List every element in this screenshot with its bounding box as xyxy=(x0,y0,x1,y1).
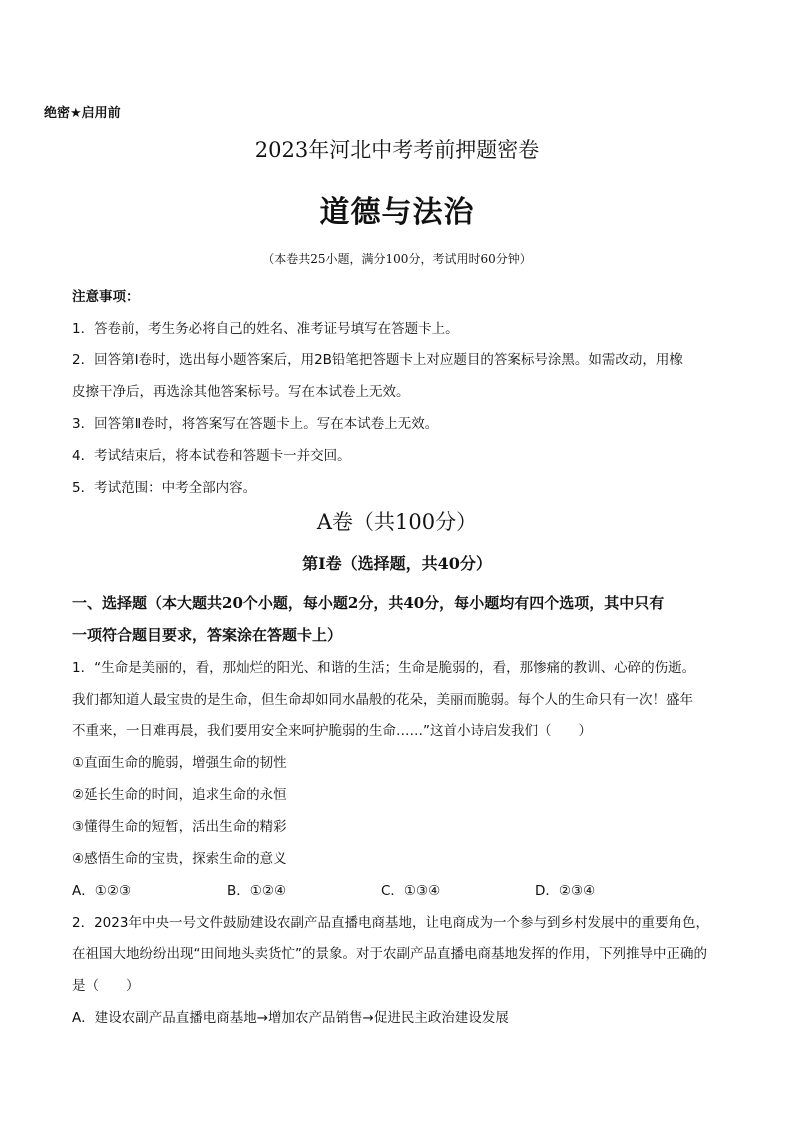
notice-item: 5．考试范围：中考全部内容。 xyxy=(72,480,257,496)
question1-option-c: C．①③④ xyxy=(381,883,441,899)
question2-option-a: A．建设农副产品直播电商基地→增加农产品销售→促进民主政治建设发展 xyxy=(72,1010,509,1026)
notice-item: 4．考试结束后，将本试卷和答题卡一并交回。 xyxy=(72,448,351,464)
question1-text: 1．“生命是美丽的，看，那灿烂的阳光、和谐的生活；生命是脆弱的，看，那惨痛的教训、心碎的伤逝。 xyxy=(72,660,696,676)
question1-text: 我们都知道人最宝贵的是生命，但生命却如同水晶般的花朵，美丽而脆弱。每个人的生命只有一次！盛年 xyxy=(72,692,693,708)
subject-title: 道德与法治 xyxy=(319,195,475,230)
question2-text: 是（ ） xyxy=(72,978,140,994)
notice-item: 1．答卷前，考生务必将自己的姓名、准考证号填写在答题卡上。 xyxy=(72,321,459,337)
secret-mark: 绝密★启用前 xyxy=(44,106,121,121)
exam-title: 2023年河北中考考前押题密卷 xyxy=(254,138,540,162)
exam-note: （本卷共25小题，满分100分，考试用时60分钟） xyxy=(262,252,532,266)
question1-statement: ②延长生命的时间，追求生命的永恒 xyxy=(72,787,287,803)
question1-statement: ①直面生命的脆弱，增强生命的韧性 xyxy=(72,755,287,771)
question1-statement: ③懂得生命的短暂，活出生命的精彩 xyxy=(72,819,287,835)
notice-heading: 注意事项： xyxy=(72,289,140,305)
question1-option-d: D．②③④ xyxy=(535,883,596,899)
question2-text: 在祖国大地纷纷出现“田间地头卖货忙”的景象。对于农副产品直播电商基地发挥的作用，下列推导中正确的 xyxy=(72,946,707,962)
question1-option-a: A．①②③ xyxy=(72,883,132,899)
question1-text: 不重来，一日难再晨，我们要用安全来呵护脆弱的生命……”这首小诗启发我们（ ） xyxy=(72,723,592,739)
section-one-heading: 一、选择题（本大题共20个小题，每小题2分，共40分，每小题均有四个选项，其中只有 xyxy=(72,594,665,612)
question1-option-b: B．①②④ xyxy=(227,883,287,899)
question2-text: 2．2023年中央一号文件鼓励建设农副产品直播电商基地，让电商成为一个参与到乡村发展中的重要角色， xyxy=(72,915,709,931)
question1-statement: ④感悟生命的宝贵，探索生命的意义 xyxy=(72,851,287,867)
part-one-heading: 第Ⅰ卷（选择题，共40分） xyxy=(302,554,492,573)
notice-item: 皮擦干净后，再选涂其他答案标号。写在本试卷上无效。 xyxy=(72,384,410,400)
notice-item: 2．回答第Ⅰ卷时，选出每小题答案后，用2B铅笔把答题卡上对应题目的答案标号涂黑。如需改动，用橡 xyxy=(72,352,683,368)
volume-a-heading: A卷（共100分） xyxy=(316,510,478,534)
notice-item: 3．回答第Ⅱ卷时，将答案写在答题卡上。写在本试卷上无效。 xyxy=(72,416,439,432)
section-one-heading-cont: 一项符合题目要求，答案涂在答题卡上） xyxy=(72,626,343,644)
